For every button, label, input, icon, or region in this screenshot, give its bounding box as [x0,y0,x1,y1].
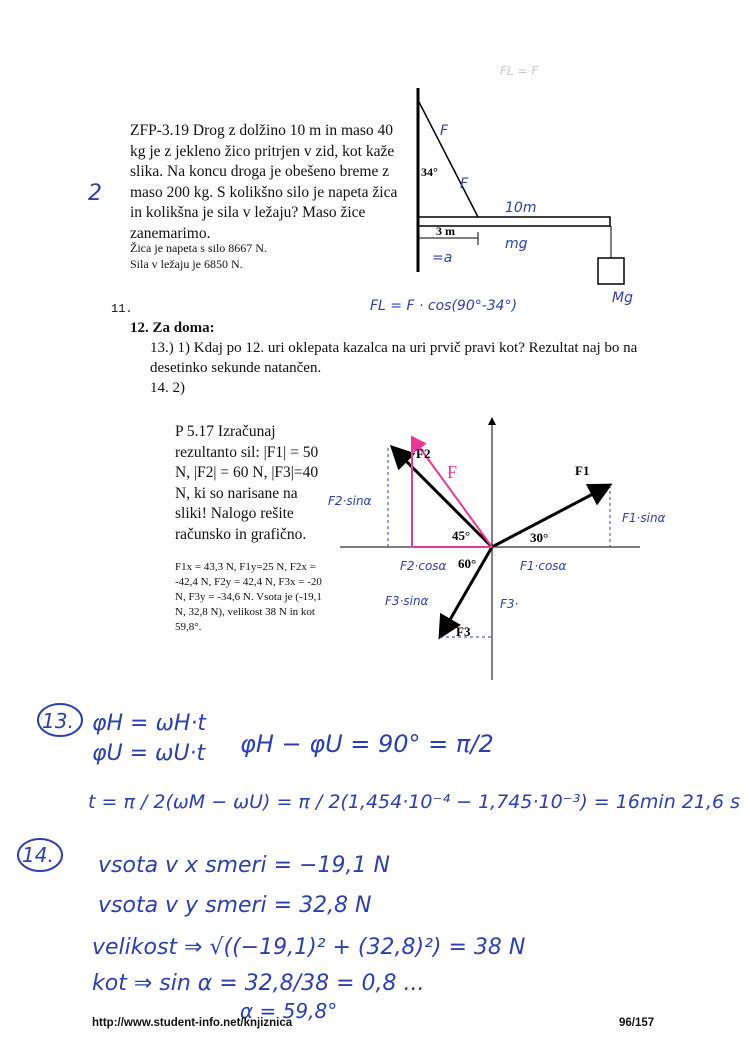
problem1-text: ZFP-3.19 Drog z dolžino 10 m in maso 40 kg je z jekleno žico pritrjen v zid, kot kaže slika. Na koncu droga je obešeno breme z maso 200 kg. S kolikšno silo je napeta žica in kolikšna je sila v ležaju? Maso žice zanemarimo. [130,122,398,242]
hand-note: F3· [500,597,519,611]
solution-line: α = 59,8° [240,999,338,1023]
solution-line: velikost ⇒ √((−19,1)² + (32,8)²) = 38 N [92,935,526,960]
label-f1: F1 [575,463,590,478]
problem2-text: P 5.17 Izračunaj rezultanto sil: |F1| = 50 N, |F2| = 60 N, |F3|=40 N, ki so narisane na sliki! Nalogo rešite računsko in grafično. [175,423,319,543]
hand-note: =a [432,250,453,266]
solution-14-label: 14. [22,843,54,867]
solution-line: vsota v x smeri = −19,1 N [98,853,390,878]
hand-note: 10m [505,200,537,216]
answer-line-1: Žica je napeta s silo 8667 N. [130,241,267,255]
hand-note: FL = F · cos(90°-34°) [370,298,518,314]
hand-note: Mg [612,290,633,306]
hand-note: F1·cosα [520,559,567,573]
solution-14 [18,839,525,1023]
hand-note: F3·sinα [385,594,429,608]
homework-item-2: 14. 2) [150,380,185,396]
solution-line: vsota v y smeri = 32,8 N [98,893,372,918]
homework-title: Za doma: [152,320,215,336]
angle-30: 30° [530,530,549,545]
page-number: 96/157 [619,1017,655,1029]
hand-note: 2 [88,181,102,206]
solution-line: φH − φU = 90° = π/2 [240,730,494,758]
distance-label: 3 m [436,224,455,238]
solution-13 [38,704,740,813]
angle-45: 45° [452,528,471,543]
hand-note: F2·sinα [328,494,372,508]
hand-note: mg [505,236,528,252]
homework-item-1: 13.) 1) Kdaj po 12. uri oklepata kazalca na uri prvič pravi kot? Rezultat naj bo na desetinko sekunde natančen. [150,340,638,376]
label-f2: F2 [416,446,431,461]
solution-line: kot ⇒ sin α = 32,8/38 = 0,8 ... [92,971,425,996]
homework-num: 12. [130,320,149,336]
hand-note: F [460,176,469,192]
label-f3: F3 [456,624,471,639]
hand-note: F1·sinα [622,511,666,525]
label-resultant: F [447,462,458,482]
angle-60: 60° [458,556,477,571]
hand-note: FL = F [500,64,539,78]
problem2-answer: F1x = 43,3 N, F1y=25 N, F2x = -42,4 N, F2y = 42,4 N, F3x = -20 N, F3y = -34,6 N. Vsota je (-19,1 N, 32,8 N), velikost 38 N in kot 59,8°. [175,561,322,633]
footer-url[interactable]: http://www.student-info.net/knjiznica [92,1017,293,1029]
force-diagram [340,418,640,680]
angle-label-34: 34° [421,165,438,179]
solution-line: φH = ωH·t [92,711,207,736]
solution-13-label: 13. [42,709,74,733]
hand-note: F [440,123,449,139]
answer-line-2: Sila v ležaju je 6850 N. [130,257,243,271]
list-number: 11. [111,302,133,316]
hand-note: F2·cosα [400,559,447,573]
solution-line: t = π / 2(ωM − ωU) = π / 2(1,454·10⁻⁴ − 1,745·10⁻³) = 16min 21,6 s [88,791,741,813]
solution-line: φU = ωU·t [92,741,206,766]
